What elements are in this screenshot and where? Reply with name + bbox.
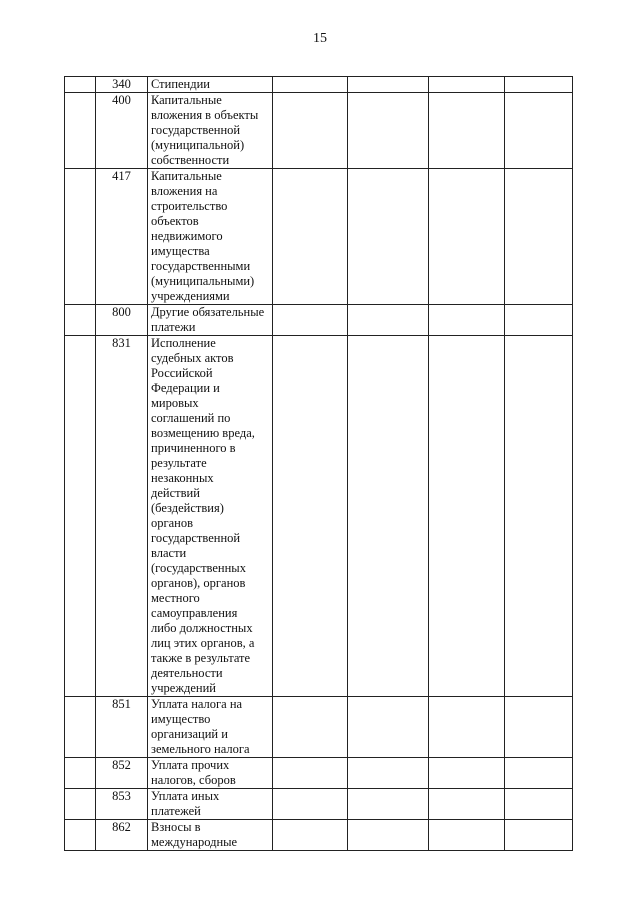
- code-cell: 831: [96, 336, 148, 697]
- blank-cell: [65, 169, 96, 305]
- blank-cell: [65, 77, 96, 93]
- label-cell: [148, 305, 273, 336]
- value-cell: [429, 758, 505, 789]
- value-cell: [429, 820, 505, 851]
- value-cell: [348, 758, 429, 789]
- value-cell: [429, 169, 505, 305]
- table-row: [65, 336, 573, 697]
- value-cell: [348, 93, 429, 169]
- code-cell: 853: [96, 789, 148, 820]
- value-cell: [348, 697, 429, 758]
- label-cell: [148, 336, 273, 697]
- table-row: [65, 77, 573, 93]
- label-cell: [148, 789, 273, 820]
- label-text: Капитальные вложения в объекты государственной (муниципальной) собственности: [151, 93, 259, 167]
- value-cell: [505, 169, 573, 305]
- value-cell: [505, 697, 573, 758]
- table-row: [65, 697, 573, 758]
- code-cell: 862: [96, 820, 148, 851]
- label-cell: [148, 820, 273, 851]
- value-cell: [505, 305, 573, 336]
- value-cell: [273, 169, 348, 305]
- blank-cell: [65, 305, 96, 336]
- label-cell: [148, 93, 273, 169]
- table-row: [65, 820, 573, 851]
- value-cell: [273, 93, 348, 169]
- value-cell: [273, 336, 348, 697]
- value-cell: [348, 305, 429, 336]
- page-number: 15: [313, 31, 327, 46]
- value-cell: [505, 820, 573, 851]
- value-cell: [348, 336, 429, 697]
- label-text: Уплата иных платежей: [151, 789, 220, 818]
- label-text: Капитальные вложения на строительство объектов недвижимого имущества государственными (муниципальными) учреждениями: [151, 169, 255, 303]
- value-cell: [505, 93, 573, 169]
- blank-cell: [65, 336, 96, 697]
- value-cell: [348, 77, 429, 93]
- value-cell: [429, 789, 505, 820]
- value-cell: [505, 789, 573, 820]
- value-cell: [429, 305, 505, 336]
- label-cell: [148, 77, 273, 93]
- table-row: [65, 305, 573, 336]
- code-cell: 852: [96, 758, 148, 789]
- code-cell: 800: [96, 305, 148, 336]
- blank-cell: [65, 789, 96, 820]
- label-text: Уплата прочих налогов, сборов: [151, 758, 236, 787]
- table-row: [65, 758, 573, 789]
- table-row: [65, 789, 573, 820]
- label-text: Стипендии: [151, 77, 210, 91]
- label-text: Взносы в международные: [151, 820, 238, 849]
- value-cell: [273, 789, 348, 820]
- blank-cell: [65, 758, 96, 789]
- value-cell: [429, 93, 505, 169]
- value-cell: [505, 758, 573, 789]
- label-cell: [148, 697, 273, 758]
- blank-cell: [65, 93, 96, 169]
- code-cell: 417: [96, 169, 148, 305]
- label-text: Другие обязательные платежи: [151, 305, 265, 334]
- value-cell: [348, 169, 429, 305]
- value-cell: [429, 336, 505, 697]
- value-cell: [348, 820, 429, 851]
- table-row: [65, 93, 573, 169]
- label-cell: [148, 758, 273, 789]
- table-row: [65, 169, 573, 305]
- code-cell: 340: [96, 77, 148, 93]
- value-cell: [273, 820, 348, 851]
- value-cell: [429, 77, 505, 93]
- value-cell: [273, 77, 348, 93]
- blank-cell: [65, 697, 96, 758]
- value-cell: [505, 336, 573, 697]
- code-cell: 851: [96, 697, 148, 758]
- value-cell: [429, 697, 505, 758]
- value-cell: [273, 758, 348, 789]
- budget-table: [64, 76, 573, 851]
- value-cell: [273, 305, 348, 336]
- value-cell: [348, 789, 429, 820]
- blank-cell: [65, 820, 96, 851]
- label-cell: [148, 169, 273, 305]
- label-text: Исполнение судебных актов Российской Федерации и мировых соглашений по возмещению вреда, причиненного в результате незаконных действий (бездействия) органов государственной власти (государственных органов), органов местного самоуправления либо должностных лиц этих органов, а также в результате деятельности учреждений: [151, 336, 255, 695]
- label-text: Уплата налога на имущество организаций и земельного налога: [151, 697, 250, 756]
- value-cell: [273, 697, 348, 758]
- code-cell: 400: [96, 93, 148, 169]
- value-cell: [505, 77, 573, 93]
